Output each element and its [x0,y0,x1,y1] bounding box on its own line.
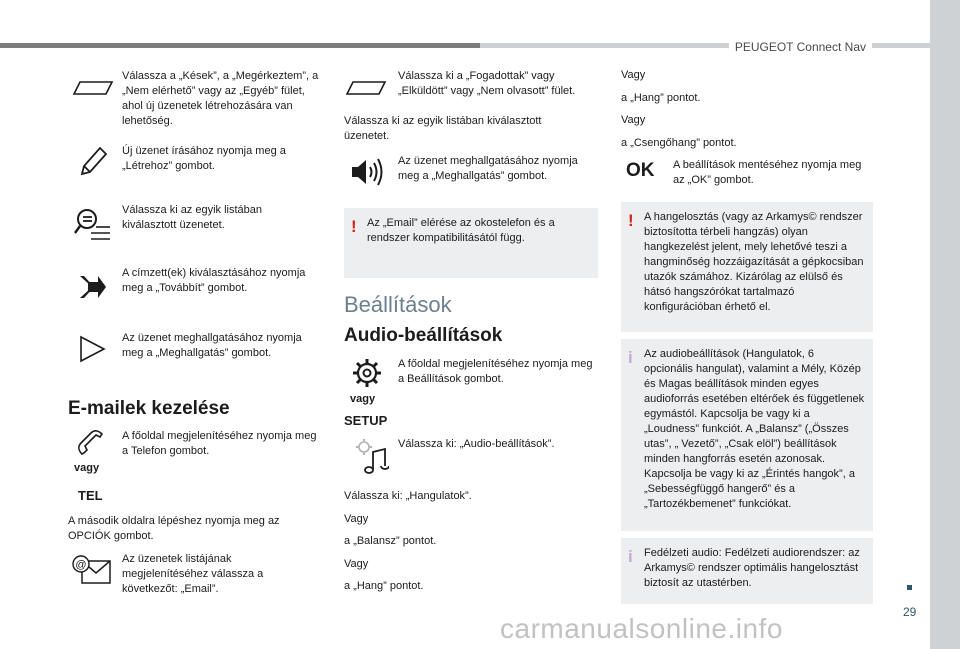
ok-label: OK [626,160,655,181]
phone-icon [76,428,106,458]
trash-text: Válassza a „Kések”, a „Megérkeztem”, a „Nem elérhető” vagy az „Egyéb” fület, ahol új üzenetek létrehozására van lehetőség. [122,70,319,127]
music-text: Válassza ki: „Audio-beállítások”. [398,438,555,450]
folder-tab-icon [345,80,387,96]
info-icon: i [628,547,633,566]
settings-title: Beállítások [344,292,452,317]
col2-line5: a „Hang” pontot. [344,580,424,592]
pen-text: Új üzenet írásához nyomja meg a „Létrehoz” gombot. [122,145,286,172]
gear-vagy: vagy [350,393,376,405]
continuation-marker [907,585,912,590]
audio-settings-note-text: Az audiobeállítások (Hangulatok, 6 opcionális hangulat), valamint a Mély, Közép és Magas beállítások minden egyes audioforrás esetében eltérőek és függetlenek egymástól. Kapcsolja be vagy ki a „Loudness” funkciót. A „Balansz” („Összes utas”, „ Vezető”, „Csak elöl”) beállítások minden hangforrás esetén azonosak. Kapcsolja be vagy ki az „Érintés hangok”, a „Sebességfüggő hangerő” és a „Tartozékbemenet” funkciókat. [644,348,865,510]
speaker-icon [350,157,384,187]
onboard-audio-note [621,538,873,604]
page-number: 29 [903,605,917,619]
ok-text: A beállítások mentéséhez nyomja meg az „OK” gombot. [673,159,862,186]
setup-label: SETUP [344,413,388,428]
watermark: carmanualsonline.info [500,613,783,644]
options-text: A második oldalra lépéshez nyomja meg az OPCIÓK gombot. [68,515,280,542]
play-text: Az üzenet meghallgatásához nyomja meg a „Meghallgatás” gombot. [122,332,302,359]
col3-line2: a „Hang” pontot. [621,92,701,104]
warning-icon: ! [628,211,634,230]
music-settings-icon [355,438,389,474]
col3-line1: Vagy [621,69,646,81]
phone-text: A főoldal megjelenítéséhez nyomja meg a Telefon gombot. [122,430,317,457]
balance-note [621,202,873,332]
header-bar-dark [0,43,480,48]
gear-text: A főoldal megjelenítéséhez nyomja meg a Beállítások gombot. [398,358,593,385]
phone-vagy: vagy [74,462,100,474]
mail-text: Az üzenetek listájának megjelenítéséhez válassza a következőt: „Email”. [122,553,264,595]
col2-line3: a „Balansz” pontot. [344,535,437,547]
col3-line4: a „Csengőhang” pontot. [621,137,737,149]
col2-line4: Vagy [344,558,369,570]
svg-text:@: @ [75,559,87,571]
forward-text: A címzett(ek) kiválasztásához nyomja meg a „Továbbít” gombot. [122,267,306,294]
list-icon [74,205,112,245]
pen-icon [78,144,108,178]
play-icon [78,335,106,363]
header-title: PEUGEOT Connect Nav [729,40,872,54]
email-heading: E-mailek kezelése [68,398,230,419]
info-icon: i [628,348,633,367]
trash-icon [72,80,114,96]
page-edge-strip [930,0,960,649]
tabs-text: Válassza ki a „Fogadottak” vagy „Elküldött” vagy „Nem olvasott” fület. [398,70,576,97]
onboard-audio-note-text: Fedélzeti audio: Fedélzeti audiorendszer: az Arkamys© rendszer optimális hangelosztást biztosít az utastérben. [644,547,860,589]
forward-icon [76,272,106,302]
gear-icon [352,358,382,388]
tel-label: TEL [78,488,103,503]
audio-settings-note [621,339,873,531]
col2-line2: Vagy [344,513,369,525]
select-text: Válassza ki az egyik listában kiválasztott üzenetet. [344,115,542,142]
list-text: Válassza ki az egyik listában kiválasztott üzenetet. [122,204,263,231]
audio-heading: Audio-beállítások [344,325,503,346]
email-note-text: Az „Email” elérése az okostelefon és a rendszer kompatibilitásától függ. [367,217,555,244]
balance-note-text: A hangelosztás (vagy az Arkamys© rendszer biztosította térbeli hangzás) olyan hangkezelést jelent, mely lehetővé teszi a hangminőség hozzáigazítását a gépkocsiban utazók számához. Kizárólag az elülső és hátsó hangszórókat tartalmazó konfigurációban érhető el. [644,211,864,313]
warning-icon: ! [351,217,357,236]
email-icon [72,555,112,585]
speaker-text: Az üzenet meghallgatásához nyomja meg a „Meghallgatás” gombot. [398,155,578,182]
col2-line1: Válassza ki: „Hangulatok”. [344,490,472,502]
col3-line3: Vagy [621,114,646,126]
email-note [344,208,598,278]
